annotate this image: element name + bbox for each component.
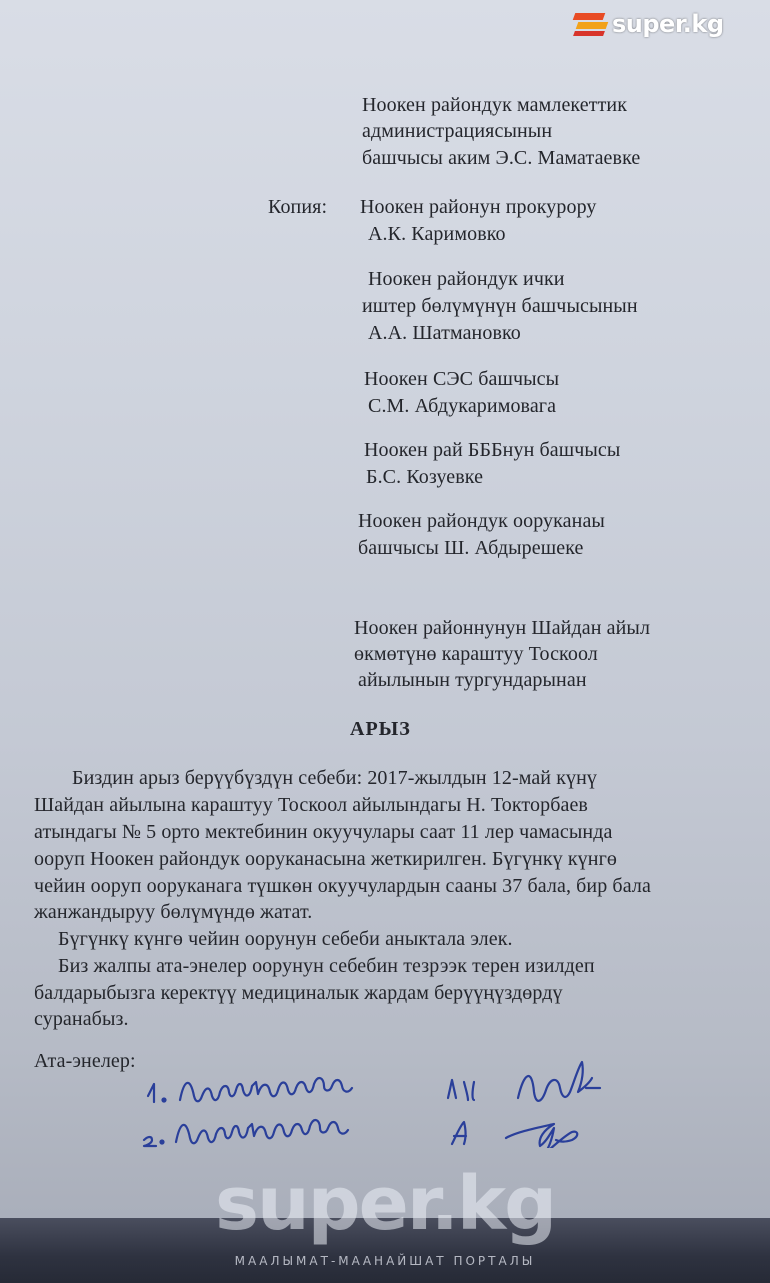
body-line: Бүгүнкү күнгө чейин оорунун себеби аныктала элек. xyxy=(58,928,513,950)
body-line: балдарыбызга керектүү медициналык жардам берүүңүздөрдү xyxy=(34,982,563,1004)
sender-line: өкмөтүнө караштуу Тоскоол xyxy=(354,643,598,665)
watermark-tagline: МААЛЫМАТ-МААНАЙШАТ ПОРТАЛЫ xyxy=(234,1254,536,1268)
copy-line: С.М. Абдукаримовага xyxy=(368,395,557,417)
copy-line: Ноокен райондук ооруканаы xyxy=(358,510,605,532)
sender-line: айылынын тургундарынан xyxy=(358,669,587,691)
document-title: АРЫЗ xyxy=(350,718,411,740)
logo-text: super.kg xyxy=(612,10,724,38)
handwritten-signatures xyxy=(130,1058,690,1148)
body-line: ооруп Ноокен райондук ооруканасына жеткирилген. Бүгүнкү күнгө xyxy=(34,848,617,870)
body-line: атындагы № 5 орто мектебинин окуучулары саат 11 лер чамасында xyxy=(34,821,613,843)
copy-label: Копия: xyxy=(268,196,328,218)
signoff-label: Ата-энелер: xyxy=(34,1050,136,1072)
body-line: Шайдан айылына караштуу Тоскоол айылындагы Н. Токторбаев xyxy=(34,794,588,816)
site-logo[interactable] xyxy=(574,8,724,40)
body-line: жанжандыруу бөлүмүндө жатат. xyxy=(34,901,313,923)
copy-line: Ноокен рай БББнун башчысы xyxy=(364,439,621,461)
copy-line: башчысы Ш. Абдырешеке xyxy=(358,537,584,559)
copy-line: Б.С. Козуевке xyxy=(366,466,484,488)
copy-line: Ноокен районун прокурору xyxy=(360,196,597,218)
body-line: Биздин арыз берүүбүздүн себеби: 2017-жылдын 12-май күнү xyxy=(72,767,598,789)
copy-line: Ноокен СЭС башчысы xyxy=(364,368,560,390)
watermark-logo: super.kg xyxy=(214,1161,556,1247)
sender-line: Ноокен районнунун Шайдан айыл xyxy=(354,617,651,639)
body-line: суранабыз. xyxy=(34,1008,129,1030)
copy-line: А.А. Шатмановко xyxy=(368,322,521,344)
addressee-line: башчысы аким Э.С. Маматаевке xyxy=(362,147,641,169)
copy-line: иштер бөлүмүнүн башчысынын xyxy=(362,295,638,317)
addressee-line: Ноокен райондук мамлекеттик xyxy=(362,94,628,116)
body-line: Биз жалпы ата-энелер оорунун себебин тезрээк терен изилдеп xyxy=(58,955,595,977)
body-line: чейин ооруп ооруканага түшкөн окуучулардын сааны 37 бала, бир бала xyxy=(34,875,651,897)
logo-icon xyxy=(574,11,608,37)
copy-line: А.К. Каримовко xyxy=(368,223,506,245)
addressee-line: администрациясынын xyxy=(362,120,553,142)
copy-line: Ноокен райондук ички xyxy=(368,268,565,290)
